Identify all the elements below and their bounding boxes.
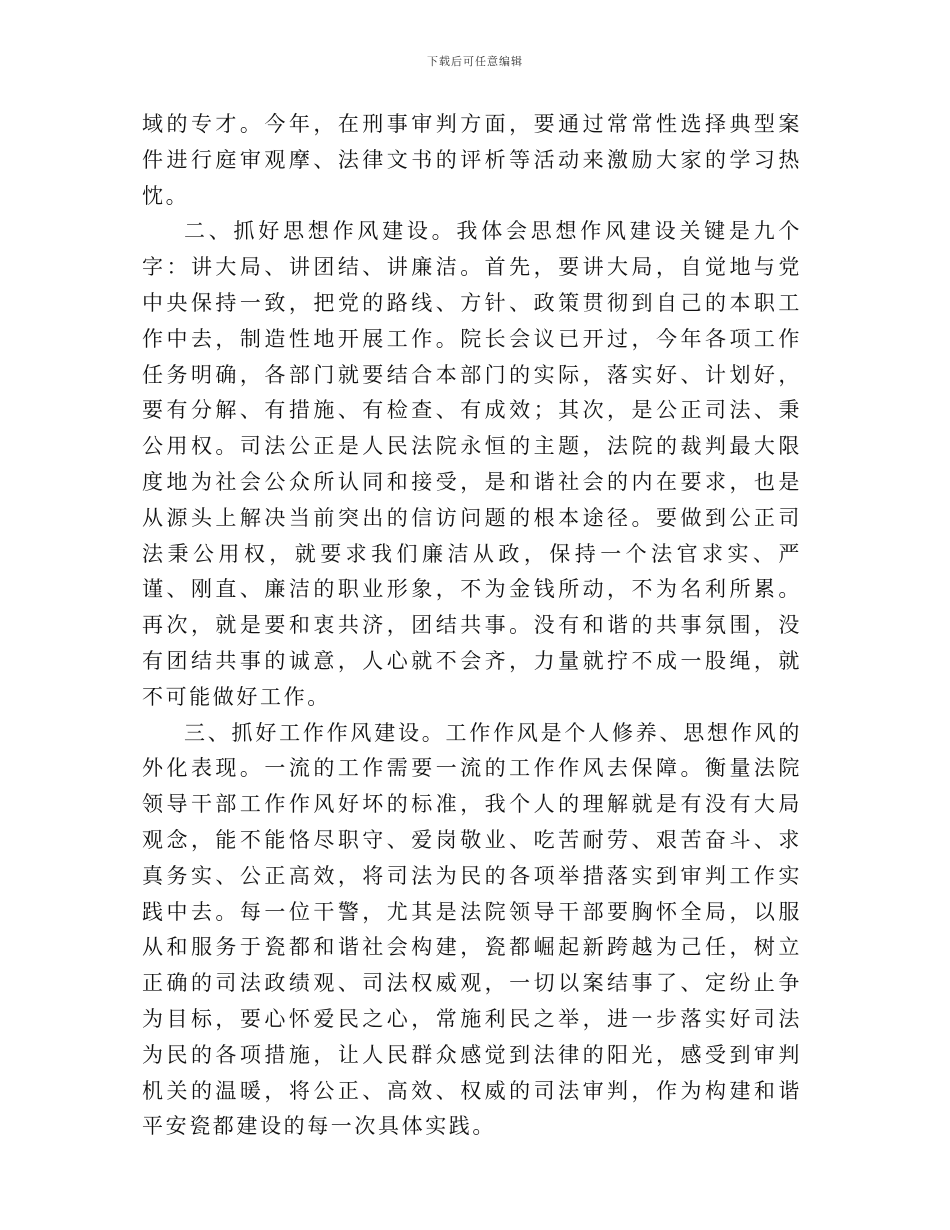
paragraph-work-style: 三、抓好工作作风建设。工作作风是个人修养、思想作风的外化表现。一流的工作需要一流的工作作风去保障。衡量法院领导干部工作作风好坏的标准，我个人的理解就是有没有大局观念，能不能恪尽职守、爱岗敬业、吃苦耐劳、艰苦奋斗、求真务实、公正高效，将司法为民的各项举措落实到审判工作实践中去。每一位干警，尤其是法院领导干部要胸怀全局，以服从和服务于瓷都和谐社会构建，瓷都崛起新跨越为己任，树立正确的司法政绩观、司法权威观，一切以案结事了、定纷止争为目标，要心怀爱民之心，常施利民之举，进一步落实好司法为民的各项措施，让人民群众感觉到法律的阳光，感受到审判机关的温暖，将公正、高效、权威的司法审判，作为构建和谐平安瓷都建设的每一次具体实践。 <box>142 720 802 1139</box>
paragraph-ideological-style: 二、抓好思想作风建设。我体会思想作风建设关键是九个字：讲大局、讲团结、讲廉洁。首先，要讲大局，自觉地与党中央保持一致，把党的路线、方针、政策贯彻到自己的本职工作中去，制造性地开展工作。院长会议已开过，今年各项工作任务明确，各部门就要结合本部门的实际，落实好、计划好，要有分解、有措施、有检查、有成效；其次，是公正司法、秉公用权。司法公正是人民法院永恒的主题，法院的裁判最大限度地为社会公众所认同和接受，是和谐社会的内在要求，也是从源头上解决当前突出的信访问题的根本途径。要做到公正司法秉公用权，就要求我们廉洁从政，保持一个法官求实、严谨、刚直、廉洁的职业形象，不为金钱所动，不为名利所累。再次，就是要和衷共济，团结共事。没有和谐的共事氛围，没有团结共事的诚意，人心就不会齐，力量就拧不成一股绳，就不可能做好工作。 <box>142 219 802 709</box>
page-header-note: 下载后可任意编辑 <box>427 55 523 68</box>
document-body <box>142 107 802 1145</box>
paragraph-continuation: 域的专才。今年，在刑事审判方面，要通过常常性选择典型案件进行庭审观摩、法律文书的评析等活动来激励大家的学习热忱。 <box>142 112 802 208</box>
